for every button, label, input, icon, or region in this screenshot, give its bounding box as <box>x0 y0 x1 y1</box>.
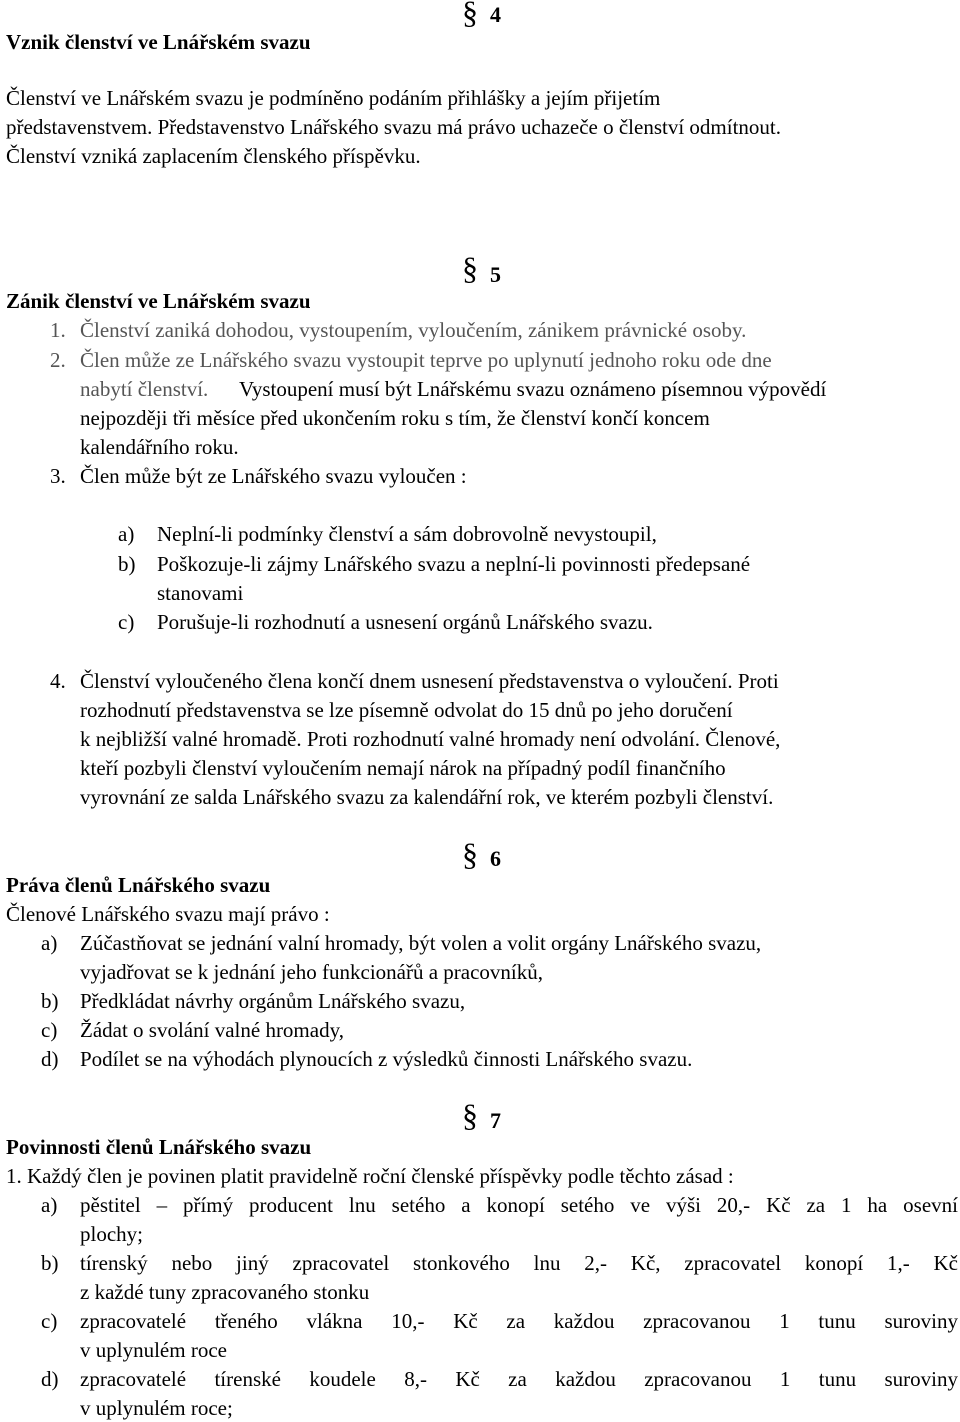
section-4-paragraph-line: Členství ve Lnářském svazu je podmíněno podáním přihlášky a jejím přijetím <box>6 86 661 110</box>
subitem-label: b) <box>41 1251 59 1275</box>
subitem-text: tírenský nebo jiný zpracovatel stonkového lnu 2,- Kč, zpracovatel konopí 1,- Kč <box>80 1251 958 1275</box>
item-text: kteří pozbyli členství vyloučením nemají nárok na případný podíl finančního <box>80 756 726 780</box>
item-text: Členství zaniká dohodou, vystoupením, vyloučením, zánikem právnické osoby. <box>80 318 747 342</box>
subitem-text: v uplynulém roce; <box>80 1396 233 1420</box>
item-number: 2. <box>50 348 66 372</box>
subitem-label: d) <box>41 1047 59 1071</box>
item-text: Člen může ze Lnářského svazu vystoupit teprve po uplynutí jednoho roku ode dne <box>80 348 772 372</box>
item-number: 1. <box>50 318 66 342</box>
subitem-label: c) <box>41 1309 58 1333</box>
subitem-text: Podílet se na výhodách plynoucích z výsledků činnosti Lnářského svazu. <box>80 1047 693 1071</box>
item-text: nejpozději tři měsíce před ukončením roku s tím, že členství končí koncem <box>80 406 710 430</box>
section-4-title: Vznik členství ve Lnářském svazu <box>6 30 311 54</box>
item-text: vyrovnání ze salda Lnářského svazu za kalendářní rok, ve kterém pozbyli členství. <box>80 785 774 809</box>
item-text: nabytí členství. <box>80 377 209 401</box>
section-7-item: 1. Každý člen je povinen platit pravidelně roční členské příspěvky podle těchto zásad : <box>6 1164 734 1188</box>
section-7-sign: § <box>462 1097 478 1133</box>
subitem-label: a) <box>41 1193 58 1217</box>
subitem-text: Neplní-li podmínky členství a sám dobrovolně nevystoupil, <box>157 522 657 546</box>
subitem-label: a) <box>118 522 135 546</box>
subitem-label: c) <box>118 610 135 634</box>
subitem-text: zpracovatelé třeného vlákna 10,- Kč za každou zpracovanou 1 tunu suroviny <box>80 1309 958 1333</box>
subitem-text: z každé tuny zpracovaného stonku <box>80 1280 370 1304</box>
item-text: kalendářního roku. <box>80 435 239 459</box>
section-7-title: Povinnosti členů Lnářského svazu <box>6 1135 312 1159</box>
item-text: rozhodnutí představenstva se lze písemně odvolat do 15 dnů po jeho doručení <box>80 698 733 722</box>
section-5-title: Zánik členství ve Lnářském svazu <box>6 289 311 313</box>
section-4-paragraph-line: Členství vzniká zaplacením členského příspěvku. <box>6 144 421 168</box>
item-text: k nejbližší valné hromadě. Proti rozhodnutí valné hromady není odvolání. Členové, <box>80 727 781 751</box>
subitem-text: plochy; <box>80 1222 143 1246</box>
subitem-text: stanovami <box>157 581 244 605</box>
item-number: 3. <box>50 464 66 488</box>
section-6-intro: Členové Lnářského svazu mají právo : <box>6 902 330 926</box>
item-text: Vystoupení musí být Lnářskému svazu oznámeno písemnou výpovědí <box>239 377 827 401</box>
subitem-text: zpracovatelé tírenské koudele 8,- Kč za každou zpracovanou 1 tunu suroviny <box>80 1367 958 1391</box>
section-6-number: 6 <box>490 846 501 871</box>
section-4-paragraph-line: představenstvem. Představenstvo Lnářského svazu má právo uchazeče o členství odmítnout. <box>6 115 782 139</box>
item-number: 4. <box>50 669 66 693</box>
subitem-label: d) <box>41 1367 59 1391</box>
section-5-sign: § <box>462 250 478 286</box>
subitem-label: b) <box>41 989 59 1013</box>
subitem-label: c) <box>41 1018 58 1042</box>
section-5-number: 5 <box>490 262 501 287</box>
subitem-text: v uplynulém roce <box>80 1338 227 1362</box>
subitem-text: vyjadřovat se k jednání jeho funkcionářů a pracovníků, <box>80 960 544 984</box>
subitem-text: Porušuje-li rozhodnutí a usnesení orgánů Lnářského svazu. <box>157 610 653 634</box>
section-6-title: Práva členů Lnářského svazu <box>6 873 271 897</box>
subitem-text: Žádat o svolání valné hromady, <box>80 1018 344 1042</box>
item-text: Členství vyloučeného člena končí dnem usnesení představenstva o vyloučení. Proti <box>80 669 779 693</box>
subitem-label: a) <box>41 931 58 955</box>
section-4-sign: § <box>462 0 478 30</box>
section-6-sign: § <box>462 836 478 872</box>
subitem-text: Zúčastňovat se jednání valní hromady, být volen a volit orgány Lnářského svazu, <box>80 931 762 955</box>
section-7-number: 7 <box>490 1108 501 1133</box>
subitem-label: b) <box>118 552 136 576</box>
section-4-number: 4 <box>490 2 501 27</box>
subitem-text: Poškozuje-li zájmy Lnářského svazu a neplní-li povinnosti předepsané <box>157 552 751 576</box>
item-text: Člen může být ze Lnářského svazu vyloučen : <box>80 464 467 488</box>
subitem-text: pěstitel – přímý producent lnu setého a konopí setého ve výši 20,- Kč za 1 ha osevní <box>80 1193 958 1217</box>
subitem-text: Předkládat návrhy orgánům Lnářského svazu, <box>80 989 466 1013</box>
